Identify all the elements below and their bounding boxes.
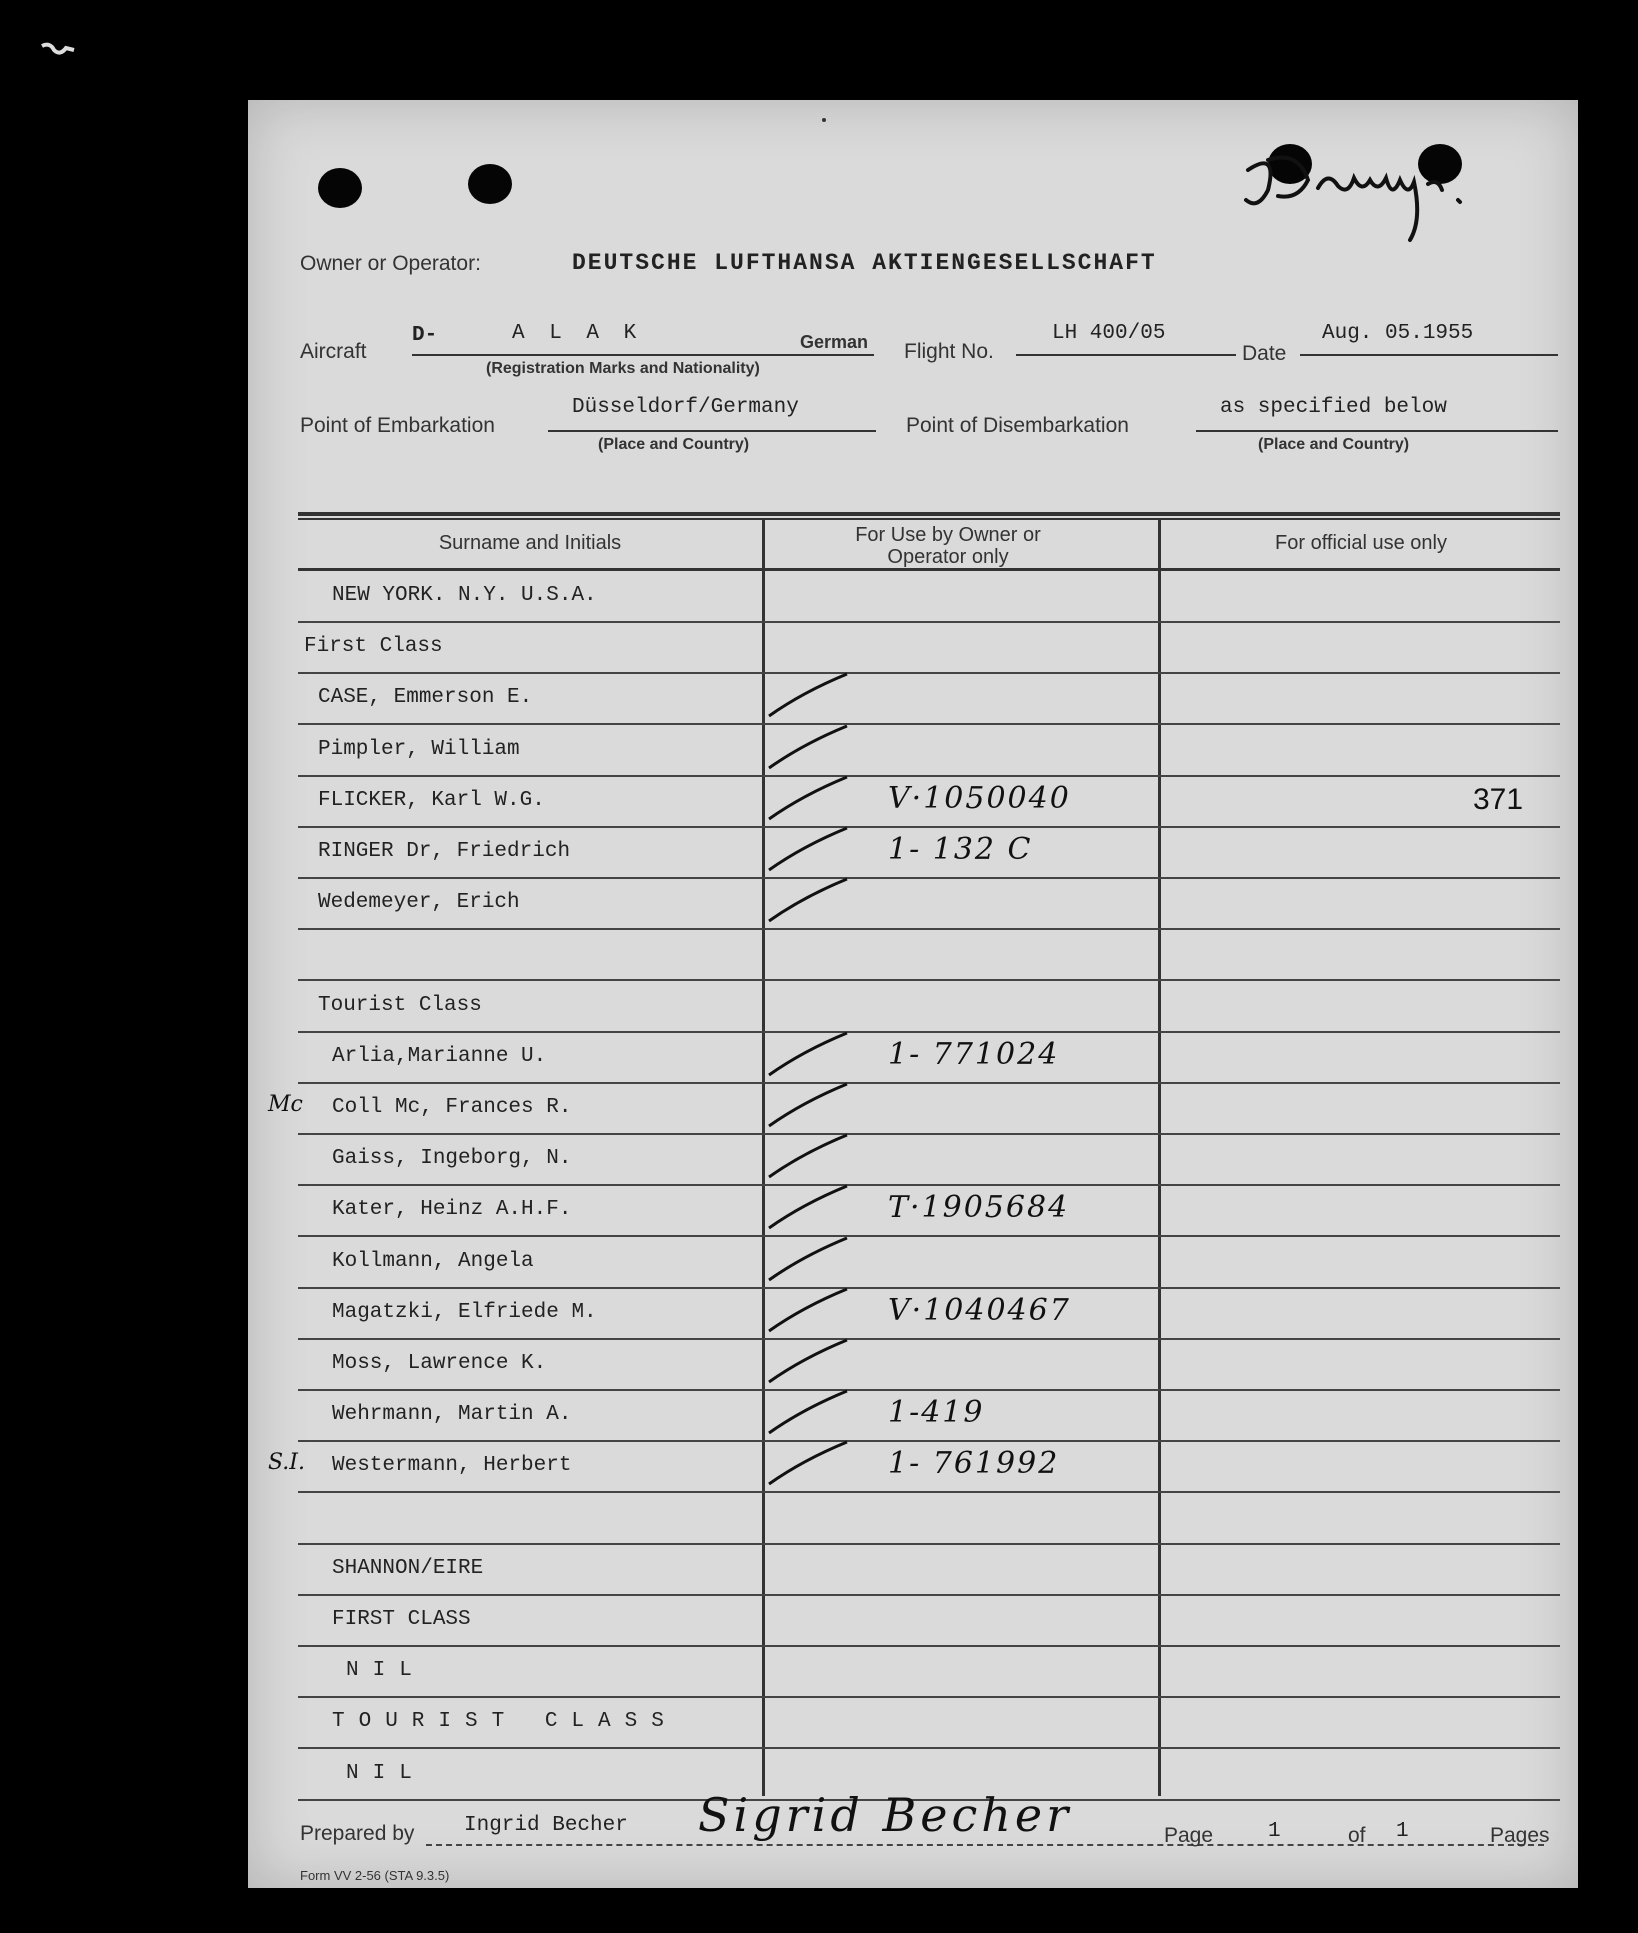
table-row xyxy=(298,570,1560,623)
embarkation-value: Düsseldorf/Germany xyxy=(572,396,799,419)
passenger-name: NIL xyxy=(346,1761,426,1785)
embarkation-label: Point of Embarkation xyxy=(300,414,495,437)
owner-note: 1- 132 C xyxy=(888,832,1033,867)
table-row xyxy=(298,928,1560,981)
column-header-owner: For Use by Owner or Operator only xyxy=(855,524,1041,568)
preparer-signature: Sigrid Becher xyxy=(698,1788,1073,1842)
aircraft-prefix: D- xyxy=(412,324,438,347)
passenger-name: Moss, Lawrence K. xyxy=(332,1352,547,1375)
form-id: Form VV 2-56 (STA 9.3.5) xyxy=(300,1868,450,1883)
page-label: Page xyxy=(1164,1824,1214,1847)
flight-label: Flight No. xyxy=(904,340,994,363)
flight-value: LH 400/05 xyxy=(1052,322,1166,345)
table-row xyxy=(298,877,1560,930)
margin-note: Mc xyxy=(268,1092,303,1117)
table-row xyxy=(298,672,1560,725)
embarkation-underline xyxy=(548,430,876,432)
passenger-name: FIRST CLASS xyxy=(332,1608,471,1631)
table-row xyxy=(298,980,1560,1033)
date-underline xyxy=(1300,354,1558,356)
passenger-name: Wedemeyer, Erich xyxy=(318,891,520,915)
table-row xyxy=(298,1031,1560,1084)
pages-label: Pages xyxy=(1490,1824,1550,1847)
disembarkation-underline xyxy=(1196,430,1558,432)
table-row xyxy=(268,1082,1560,1135)
disembarkation-value: as specified below xyxy=(1220,396,1447,419)
date-label: Date xyxy=(1242,342,1287,365)
passenger-name: SHANNON/EIRE xyxy=(332,1556,484,1580)
table-top-rule xyxy=(298,518,1560,520)
passenger-name: Wehrmann, Martin A. xyxy=(332,1403,572,1427)
disembarkation-label: Point of Disembarkation xyxy=(906,414,1129,437)
owner-note: 1- 771024 xyxy=(888,1036,1060,1072)
table-row xyxy=(298,1543,1560,1596)
table-row xyxy=(298,1696,1560,1749)
table-row xyxy=(298,621,1560,674)
owner-value: DEUTSCHE LUFTHANSA AKTIENGESELLSCHAFT xyxy=(572,250,1157,276)
column-header-name: Surname and Initials xyxy=(438,532,622,554)
page-value: 1 xyxy=(1268,1820,1281,1843)
punch-hole xyxy=(468,164,512,204)
table-row xyxy=(298,1133,1560,1186)
passenger-name: CASE, Emmerson E. xyxy=(318,686,533,710)
punch-hole xyxy=(318,168,362,208)
passenger-name: Kater, Heinz A.H.F. xyxy=(332,1198,572,1222)
passenger-name: Kollmann, Angela xyxy=(332,1249,534,1273)
aircraft-nationality: German xyxy=(800,332,869,352)
scan-artifact-icon xyxy=(40,40,76,58)
table-row xyxy=(298,775,1560,828)
table-row xyxy=(298,1338,1560,1391)
owner-note: V·1050040 xyxy=(888,780,1071,816)
owner-note: V·1040467 xyxy=(888,1292,1071,1328)
table-row xyxy=(298,1389,1560,1442)
date-value: Aug. 05.1955 xyxy=(1322,322,1474,345)
prepared-value: Ingrid Becher xyxy=(464,1814,628,1837)
passenger-name: FLICKER, Karl W.G. xyxy=(318,788,545,812)
table-row xyxy=(298,1492,1560,1545)
table-row xyxy=(298,724,1560,777)
passenger-name: Magatzki, Elfriede M. xyxy=(332,1300,597,1324)
owner-note: 1- 761992 xyxy=(888,1446,1060,1482)
table-row xyxy=(298,1594,1560,1647)
aircraft-caption: (Registration Marks and Nationality) xyxy=(486,360,760,377)
table-top-rule xyxy=(298,512,1560,516)
passenger-name: NEW YORK. N.Y. U.S.A. xyxy=(332,584,597,607)
check-mark-icon xyxy=(763,1434,853,1494)
passenger-name: Westermann, Herbert xyxy=(332,1454,572,1478)
aircraft-underline xyxy=(412,354,874,356)
passenger-name: Coll Mc, Frances R. xyxy=(332,1096,572,1119)
table-row xyxy=(298,826,1560,879)
passenger-name: TOURIST CLASS xyxy=(332,1710,678,1734)
top-signature xyxy=(1238,130,1498,250)
passenger-name: NIL xyxy=(346,1659,426,1683)
aircraft-marks: A L A K xyxy=(512,322,643,345)
check-mark-icon xyxy=(763,871,853,931)
passenger-name: RINGER Dr, Friedrich xyxy=(318,840,571,863)
table-row xyxy=(298,1645,1560,1698)
manifest-sheet xyxy=(248,100,1578,1888)
passenger-name: Arlia,Marianne U. xyxy=(332,1044,547,1068)
embarkation-caption: (Place and Country) xyxy=(598,436,750,453)
of-label: of xyxy=(1348,1824,1366,1847)
official-note: 371 xyxy=(1473,782,1524,816)
ink-dot xyxy=(822,118,826,122)
table-row xyxy=(268,1440,1560,1493)
owner-note: 1-419 xyxy=(888,1395,985,1431)
owner-label: Owner or Operator: xyxy=(300,252,481,275)
prepared-label: Prepared by xyxy=(300,1822,415,1845)
owner-note: T·1905684 xyxy=(888,1190,1070,1226)
passenger-name: Gaiss, Ingeborg, N. xyxy=(332,1147,572,1171)
column-header-official: For official use only xyxy=(1275,532,1447,554)
aircraft-label: Aircraft xyxy=(300,340,367,363)
table-row xyxy=(298,1184,1560,1237)
disembarkation-caption: (Place and Country) xyxy=(1258,436,1410,453)
passenger-name: First Class xyxy=(304,635,443,659)
passenger-name: Tourist Class xyxy=(318,993,482,1017)
passenger-name: Pimpler, William xyxy=(318,737,520,761)
of-value: 1 xyxy=(1396,1820,1409,1843)
table-row xyxy=(298,1236,1560,1289)
footer-underline xyxy=(426,1844,1544,1846)
table-row xyxy=(298,1287,1560,1340)
flight-underline xyxy=(1016,354,1236,356)
margin-note: S.I. xyxy=(268,1450,305,1476)
